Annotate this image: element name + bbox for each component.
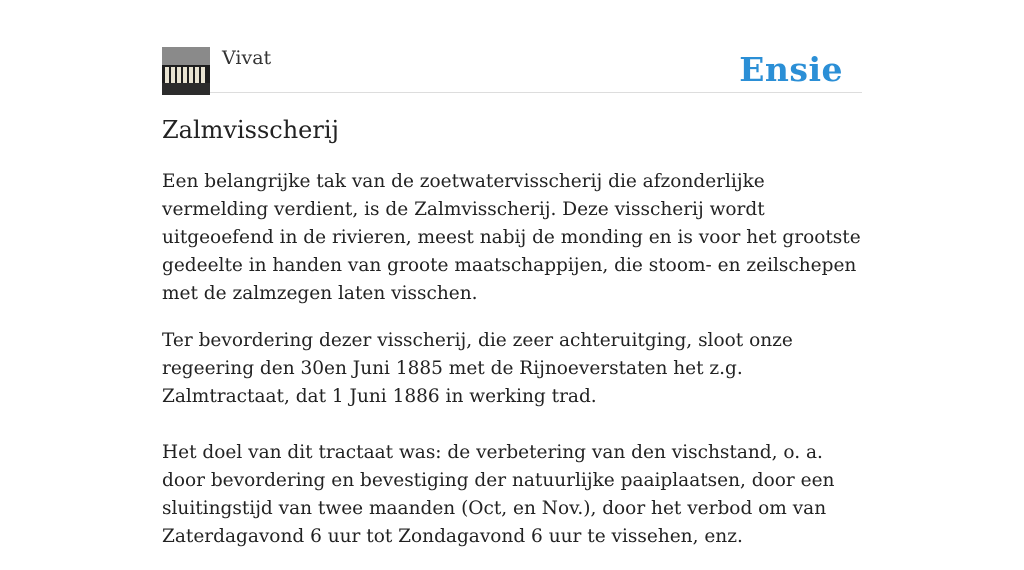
- article-paragraph: Een belangrijke tak van de zoetwatervisscherij die afzonderlijke vermelding verdient, is de Zalmvisscherij. Deze visscherij wordt uitgeoefend in de rivieren, meest nabij de monding en is voor het grootste gedeelte in handen van groote maatschappijen, die stoom- en zeilschepen met de zalmzegen laten visschen.: [162, 171, 861, 304]
- article-body: [162, 168, 862, 570]
- author-avatar[interactable]: [162, 47, 210, 95]
- typewriter-keys-avatar-icon: [162, 47, 210, 95]
- ensie-logo[interactable]: Ensie: [739, 50, 843, 89]
- author-name-link[interactable]: Vivat: [222, 47, 272, 69]
- site-header: [162, 46, 862, 93]
- article-paragraph: Ter bevordering dezer visscherij, die zeer achteruitging, sloot onze regeering den 30en Juni 1885 met de Rijnoeverstaten het z.g. Zalmtractaat, dat 1 Juni 1886 in werking trad. Het doel van dit tractaat was: de verbetering van den vischstand, o. a. door bevordering en bevestiging der natuurlijke paaiplaatsen, door een sluitingstijd van twee maanden (Oct, en Nov.), door het verbod om van Zaterdagavond 6 uur tot Zondagavond 6 uur te vissehen, enz.: [162, 330, 835, 547]
- article-title: Zalmvisscherij: [162, 116, 339, 144]
